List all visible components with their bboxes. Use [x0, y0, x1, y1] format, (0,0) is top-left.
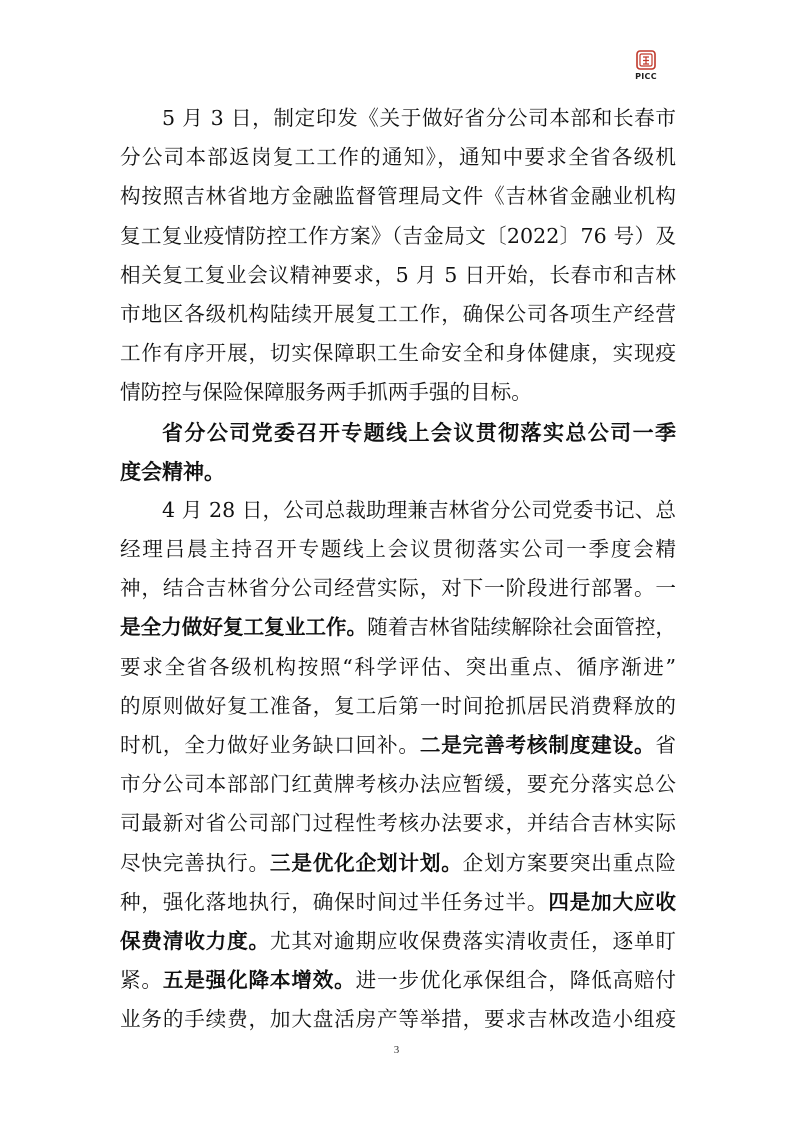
paragraph-reopening-notice — [120, 99, 676, 413]
paragraph-line: 4 月 28 日，公司总裁助理兼吉林省分公司党委书记、总 — [162, 497, 676, 522]
paragraph-line — [120, 961, 676, 1000]
document-body — [120, 99, 676, 1040]
emphasis-text: 五是强化降本增效。 — [162, 968, 356, 993]
paragraph-line — [120, 844, 676, 883]
page-number: 3 — [393, 1044, 400, 1056]
paragraph-line: 司最新对省公司部门过程性考核办法要求，并结合吉林实际 — [120, 811, 676, 836]
emphasis-text: 四是加大应收 — [548, 889, 676, 914]
paragraph-line — [120, 608, 676, 647]
paragraph-line: 经理吕晨主持召开专题线上会议贯彻落实公司一季度会精 — [120, 537, 676, 562]
line-text: 紧。 — [120, 968, 163, 993]
line-text: 尤其对逾期应收保费落实清收责任，逐单盯 — [269, 928, 676, 953]
picc-logo — [630, 50, 662, 90]
paragraph-line: 市地区各级机构陆续开展复工工作，确保公司各项生产经营 — [120, 301, 676, 326]
paragraph-line: 分公司本部返岗复工工作的通知》，通知中要求全省各级机 — [120, 145, 676, 170]
heading-line: 省分公司党委召开专题线上会议贯彻落实总公司一季 — [162, 419, 676, 445]
line-text: 企划方案要突出重点险 — [462, 850, 676, 875]
heading-line: 度会精神。 — [120, 458, 225, 484]
paragraph-line: 构按照吉林省地方金融监督管理局文件《吉林省金融业机构 — [120, 184, 676, 209]
emphasis-text: 二是完善考核制度建设。 — [419, 733, 656, 757]
emphasis-text: 是全力做好复工复业工作。 — [120, 615, 368, 640]
line-text: 进一步优化承保组合，降低高赔付 — [355, 968, 676, 993]
paragraph-line: 的原则做好复工准备，复工后第一时间抢抓居民消费释放的 — [120, 693, 676, 718]
line-text: 时机，全力做好业务缺口回补。 — [120, 733, 420, 757]
line-text: 随着吉林省陆续解除社会面管控， — [367, 615, 676, 640]
emphasis-text: 三是优化企划计划。 — [269, 850, 463, 875]
line-text: 省 — [655, 733, 676, 757]
paragraph-line — [120, 726, 676, 765]
paragraph-line: 5 月 3 日，制定印发《关于做好省分公司本部和长春市 — [162, 106, 676, 130]
paragraph-line: 情防控与保险保障服务两手抓两手强的目标。 — [120, 380, 532, 405]
paragraph-meeting-summary — [120, 491, 676, 1040]
paragraph-line: 相关复工复业会议精神要求，5 月 5 日开始，长春市和吉林 — [120, 262, 676, 287]
paragraph-line: 工作有序开展，切实保障职工生命安全和身体健康，实现疫 — [120, 341, 676, 366]
paragraph-line: 市分公司本部部门红黄牌考核办法应暂缓，要充分落实总公 — [120, 772, 676, 797]
paragraph-line: 神，结合吉林省分公司经营实际，对下一阶段进行部署。一 — [120, 576, 676, 601]
picc-seal-icon — [636, 50, 656, 70]
line-text: 种，强化落地执行，确保时间过半任务过半。 — [120, 889, 549, 914]
paragraph-line: 业务的手续费，加大盘活房产等举措，要求吉林改造小组疫 — [120, 1007, 676, 1032]
paragraph-line — [120, 922, 676, 961]
paragraph-line: 要求全省各级机构按照“科学评估、突出重点、循序渐进” — [120, 654, 676, 679]
paragraph-line: 复工复业疫情防控工作方案》（吉金局文〔2022〕76 号）及 — [120, 223, 676, 248]
logo-text: PICC — [635, 72, 657, 81]
paragraph-line — [120, 883, 676, 922]
line-text: 尽快完善执行。 — [120, 850, 270, 875]
section-heading — [120, 413, 676, 491]
emphasis-text: 保费清收力度。 — [120, 928, 270, 953]
